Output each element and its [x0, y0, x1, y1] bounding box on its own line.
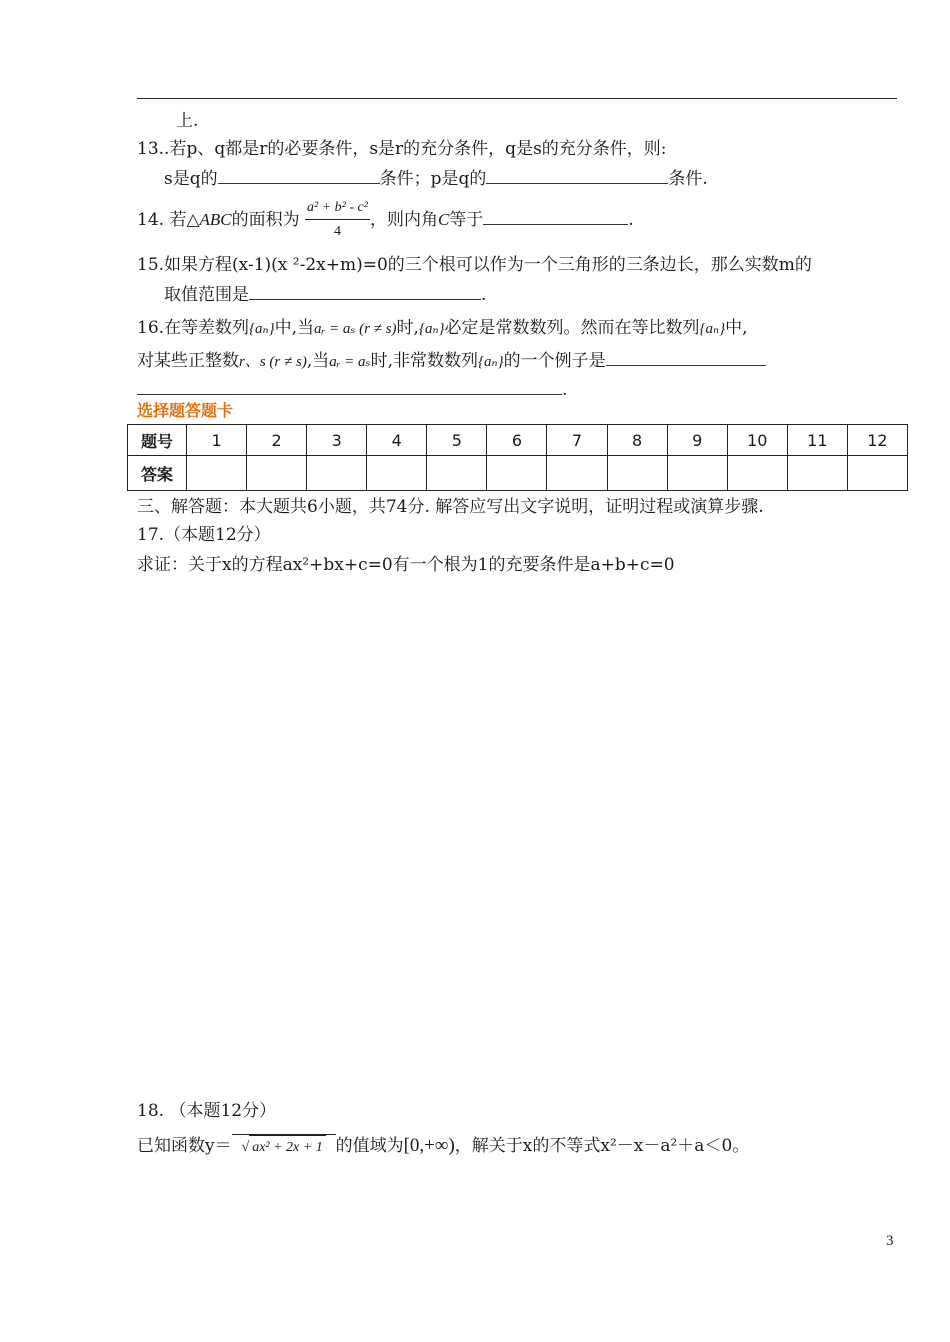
q14-fraction — [305, 197, 370, 244]
q15-line1: 15.如果方程(x-1)(x ²-2x+m)=0的三个根可以作为一个三角形的三条边长，那么实数m的 — [137, 255, 812, 275]
q18-range: [0,+∞) — [403, 1135, 455, 1156]
answer-card-table — [127, 424, 908, 491]
q16-text-1b: 中,当 — [274, 318, 315, 338]
section3-heading: 三、解答题：本大题共6小题，共74分. 解答应写出文字说明，证明过程或演算步骤. — [137, 497, 764, 517]
answer-card-number: 6 — [487, 425, 547, 456]
q15-line2 — [164, 283, 486, 306]
answer-card-title: 选择题答题卡 — [137, 401, 234, 420]
q14-blank[interactable] — [483, 208, 628, 225]
q16-line1 — [137, 317, 748, 340]
q14-angle-c: C — [437, 210, 450, 229]
answer-cell[interactable] — [187, 456, 247, 491]
answer-card-number: 2 — [247, 425, 307, 456]
answer-cell[interactable] — [547, 456, 607, 491]
answer-card-row2-label: 答案 — [128, 456, 187, 491]
q18-fraction — [232, 1134, 336, 1160]
answer-cell[interactable] — [487, 456, 547, 491]
q16-text-1e: 中, — [725, 318, 748, 338]
answer-card-row1-label: 题号 — [128, 425, 187, 456]
q13-line1: 13..若p、q都是r的必要条件，s是r的充分条件，q是s的充分条件，则: — [137, 139, 667, 159]
q18-text-b: 的值域为 — [335, 1136, 404, 1156]
q18-title: 18. （本题12分） — [137, 1101, 277, 1121]
answer-cell[interactable] — [787, 456, 847, 491]
answer-cell[interactable] — [247, 456, 307, 491]
q13-blank-2[interactable] — [486, 167, 668, 184]
answer-card-number: 10 — [727, 425, 787, 456]
q16-rs: r、s (r ≠ s) — [239, 354, 307, 370]
q16-text-2d: 的一个例子是 — [503, 351, 606, 371]
q15-blank[interactable] — [249, 283, 481, 300]
q16-line3 — [137, 378, 567, 401]
answer-cell[interactable] — [427, 456, 487, 491]
q14-denominator: 4 — [333, 224, 341, 239]
q16-blank-a[interactable] — [606, 349, 766, 366]
q18-body — [137, 1126, 749, 1166]
q16-line2 — [137, 349, 766, 373]
q18-text-a: 已知函数y＝ — [137, 1136, 232, 1156]
q16-blank-b[interactable] — [137, 378, 562, 395]
q15-text: 取值范围是 — [164, 285, 249, 305]
q16-end: . — [562, 380, 568, 400]
answer-cell[interactable] — [727, 456, 787, 491]
header-rule — [137, 98, 897, 99]
q12-tail: 上. — [176, 111, 199, 131]
q15-end: . — [481, 285, 487, 305]
q14-line — [137, 196, 634, 244]
q16-condition: aᵣ = aₛ (r ≠ s) — [314, 321, 397, 337]
answer-card-number: 3 — [307, 425, 367, 456]
q14-prefix: 14. 若△ — [137, 210, 200, 230]
answer-cell[interactable] — [667, 456, 727, 491]
answer-card-number: 12 — [847, 425, 907, 456]
q17-body: 求证：关于x的方程ax²+bx+c=0有一个根为1的充要条件是a+b+c=0 — [137, 555, 675, 575]
answer-cell[interactable] — [607, 456, 667, 491]
q14-triangle-name: ABC — [199, 210, 232, 229]
q13-text-c: 条件. — [668, 169, 708, 189]
q14-suffix-b: 等于 — [449, 210, 484, 230]
q13-text-b: 条件；p是q的 — [379, 169, 487, 189]
q14-mid: 的面积为 — [231, 210, 300, 230]
answer-card-number: 11 — [787, 425, 847, 456]
q16-text-1a: 16.在等差数列 — [137, 318, 250, 338]
q16-text-2a: 对某些正整数 — [137, 351, 239, 371]
q16-seq-1: {aₙ} — [249, 321, 275, 337]
q13-blank-1[interactable] — [218, 167, 380, 184]
q16-seq-4: {aₙ} — [478, 354, 504, 370]
q17-title: 17.（本题12分） — [137, 525, 271, 545]
q13-text-a: s是q的 — [164, 169, 218, 189]
answer-card-answer-row — [128, 456, 908, 491]
answer-cell[interactable] — [367, 456, 427, 491]
q16-condition-2: aᵣ = aₛ — [329, 354, 371, 370]
q14-numerator: a² + b² - c² — [305, 197, 370, 220]
q16-text-1c: 时, — [396, 318, 419, 338]
q16-text-2b: ,当 — [306, 351, 330, 371]
answer-card-number: 5 — [427, 425, 487, 456]
answer-card-number: 9 — [667, 425, 727, 456]
q18-denominator: √ ax² + 2x + 1 — [232, 1135, 336, 1160]
answer-cell[interactable] — [847, 456, 907, 491]
page-number: 3 — [886, 1233, 894, 1249]
q13-line2 — [164, 167, 708, 190]
q14-suffix-a: ，则内角 — [369, 210, 438, 230]
q18-sqrt: ax² + 2x + 1 — [249, 1135, 326, 1160]
q16-seq-3: {aₙ} — [699, 321, 726, 337]
answer-card-number: 8 — [607, 425, 667, 456]
q16-text-1d: 必定是常数数列。然而在等比数列 — [444, 318, 700, 338]
answer-card-number: 1 — [187, 425, 247, 456]
answer-card-number: 7 — [547, 425, 607, 456]
q14-end: . — [628, 210, 634, 230]
q18-text-c: ，解关于x的不等式x²－x－a²＋a＜0。 — [454, 1136, 750, 1156]
answer-cell[interactable] — [307, 456, 367, 491]
q16-text-2c: 时,非常数数列 — [370, 351, 479, 371]
answer-card-number: 4 — [367, 425, 427, 456]
q16-seq-2: {aₙ} — [418, 321, 445, 337]
answer-card-number-row — [128, 425, 908, 456]
